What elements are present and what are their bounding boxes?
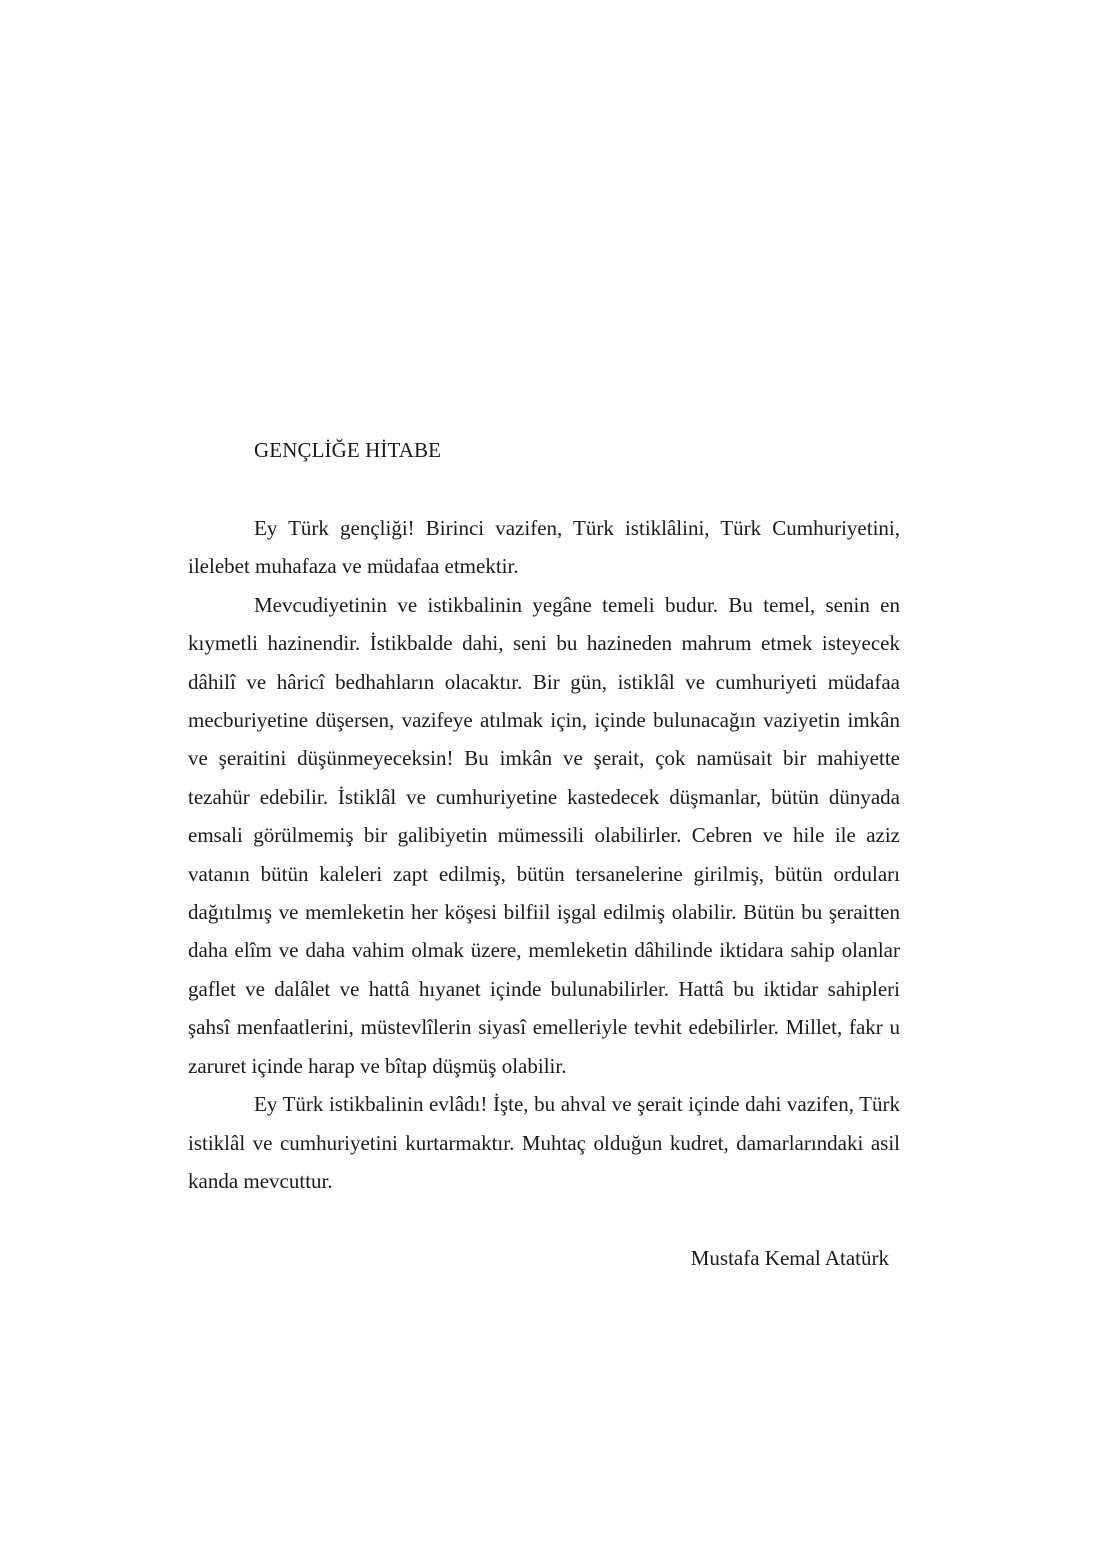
author-signature: Mustafa Kemal Atatürk (690, 1246, 889, 1270)
page-title: GENÇLİĞE HİTABE (254, 438, 442, 462)
speech-body (188, 509, 900, 1200)
paragraph-3: Ey Türk istikbalinin evlâdı! İşte, bu ahval ve şerait içinde dahi vazifen, Türk istiklâl ve cumhuriyetini kurtarmaktır. Muhtaç olduğun kudret, damarlarındaki asil kanda mevcuttur. (188, 1092, 900, 1193)
paragraph-2: Mevcudiyetinin ve istikbalinin yegâne temeli budur. Bu temel, senin en kıymetli hazinendir. İstikbalde dahi, seni bu hazineden mahrum etmek isteyecek dâhilî ve hâricî bedhahların olacaktır. Bir gün, istiklâl ve cumhuriyeti müdafaa mecburiyetine düşersen, vazifeye atılmak için, içinde bulunacağın vaziyetin imkân ve şeraitini düşünmeyeceksin! Bu imkân ve şerait, çok namüsait bir mahiyette tezahür edebilir. İstiklâl ve cumhuriyetine kastedecek düşmanlar, bütün dünyada emsali görülmemiş bir galibiyetin mümessili olabilirler. Cebren ve hile ile aziz vatanın bütün kaleleri zapt edilmiş, bütün tersanelerine girilmiş, bütün orduları dağıtılmış ve memleketin her köşesi bilfiil işgal edilmiş olabilir. Bütün bu şeraitten daha elîm ve daha vahim olmak üzere, memleketin dâhilinde iktidara sahip olanlar gaflet ve dalâlet ve hattâ hıyanet içinde bulunabilirler. Hattâ bu iktidar sahipleri şahsî menfaatlerini, müstevlîlerin siyasî emelleriyle tevhit edebilirler. Millet, fakr u zaruret içinde harap ve bîtap düşmüş olabilir. (188, 592, 900, 1078)
paragraph-1: Ey Türk gençliği! Birinci vazifen, Türk istiklâlini, Türk Cumhuriyetini, ilelebet muhafaza ve müdafaa etmektir. (188, 516, 900, 579)
